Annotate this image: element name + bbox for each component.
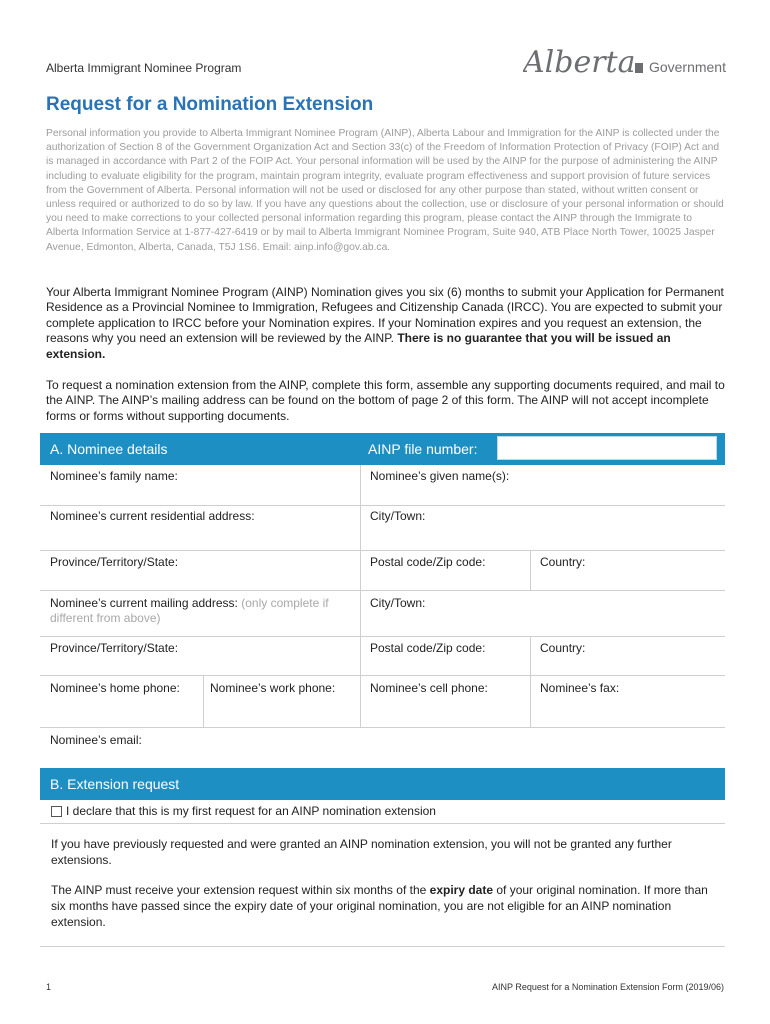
fax-field[interactable] — [530, 675, 725, 727]
intro-paragraph-1-text: Your Alberta Immigrant Nominee Program (AINP) Nomination gives you six (6) months to submit your Application for Permanent Residence as a Provincial Nominee to Immigration, Refugees and Citizenship Canada (IRCC). You are expected to submit your complete application to IRCC before your Nomination expires. If your Nomination expires and you request an extension, the reasons why you need an extension will be reviewed by the AINP. — [46, 285, 724, 346]
section-end-divider — [40, 946, 725, 947]
intro-paragraph-2: To request a nomination extension from the AINP, complete this form, assemble any supporting documents required, and mail to the AINP. The AINP’s mailing address can be found on the bottom of page 2 of this form. The AINP will not accept incomplete forms or forms without supporting documents. — [46, 378, 725, 423]
mailing-country-field[interactable] — [530, 636, 725, 675]
residential-postal-label: Postal code/Zip code: — [370, 555, 486, 569]
privacy-notice: Personal information you provide to Alberta Immigrant Nominee Program (AINP), Alberta Labour and Immigration for the AINP is collected under the authorization of Section 8 of the Government Organization Act and Section 33(c) of the Freedom of Information Protection of Privacy (FOIP) Act and is managed in accordance with Part 2 of the FOIP Act. Your personal information will be used by the AINP for the purpose of administering the AINP including to evaluate eligibility for the program, maintain program integrity, evaluate program effectiveness and support provision of future services from the Government of Alberta. Personal information will not be used or disclosed for any other purpose than stated, without written consent or unless required or authorized to do so by law. If you have any questions about the collection, use or disclosure of your personal information or should you need to make corrections to your collected personal information regarding this program, please contact the AINP through the Immigrate to Alberta Information Service at 1-877-427-6419 or by mail to Alberta Immigrant Nominee Program, Suite 940, ATB Place North Tower, 10025 Jasper Avenue, Edmonton, Alberta, Canada, T5J 1S6. Email: ainp.info@gov.ab.ca. — [46, 128, 724, 253]
intro-paragraph-1 — [46, 285, 726, 362]
home-phone-label: Nominee’s home phone: — [50, 681, 180, 695]
work-phone-label: Nominee’s work phone: — [210, 681, 336, 695]
email-field[interactable] — [40, 727, 725, 768]
work-phone-field[interactable] — [203, 675, 360, 727]
expiry-deadline-notice — [51, 882, 721, 930]
mailing-city-label: City/Town: — [370, 596, 426, 610]
cell-phone-label: Nominee’s cell phone: — [370, 681, 488, 695]
page-number: 1 — [46, 982, 52, 992]
mailing-province-field[interactable] — [40, 636, 360, 675]
family-name-field[interactable] — [40, 465, 360, 505]
given-names-field[interactable] — [360, 465, 725, 505]
alberta-wordmark-logo — [523, 42, 645, 84]
residential-country-field[interactable] — [530, 550, 725, 590]
form-name-footer: AINP Request for a Nomination Extension Form (2019/06) — [492, 982, 724, 992]
residential-address-field[interactable] — [40, 505, 360, 550]
mailing-postal-label: Postal code/Zip code: — [370, 641, 486, 655]
svg-text:Alberta: Alberta — [522, 45, 636, 80]
first-request-checkbox[interactable] — [51, 806, 62, 817]
program-name: Alberta Immigrant Nominee Program — [46, 61, 242, 75]
file-number-label: AINP file number: — [368, 441, 478, 457]
page-title: Request for a Nomination Extension — [46, 94, 374, 115]
residential-city-field[interactable] — [360, 505, 725, 550]
mailing-city-field[interactable] — [360, 590, 725, 636]
residential-postal-field[interactable] — [360, 550, 530, 590]
email-label: Nominee’s email: — [50, 733, 142, 747]
home-phone-field[interactable] — [40, 675, 203, 727]
no-guarantee-notice: There is no guarantee that you will be issued an extension. — [46, 331, 671, 361]
residential-country-label: Country: — [540, 555, 586, 569]
fax-label: Nominee’s fax: — [540, 681, 620, 695]
section-a-title: A. Nominee details — [50, 441, 168, 457]
mailing-country-label: Country: — [540, 641, 586, 655]
family-name-label: Nominee’s family name: — [50, 469, 178, 483]
alberta-government-logo — [523, 42, 726, 84]
cell-phone-field[interactable] — [360, 675, 530, 727]
first-request-label: I declare that this is my first request for an AINP nomination extension — [66, 804, 436, 818]
mailing-address-label: Nominee’s current mailing address: — [50, 596, 238, 610]
given-names-label: Nominee’s given name(s): — [370, 469, 510, 483]
mailing-address-hint: (only complete if different from above) — [50, 596, 329, 625]
residential-address-label: Nominee’s current residential address: — [50, 509, 255, 523]
section-a-header — [40, 433, 725, 465]
previous-extension-notice: If you have previously requested and were granted an AINP nomination extension, you will not be granted any further extensions. — [51, 837, 672, 867]
expiry-notice-text-2: of your original nomination. If more than six months have passed since the expiry date of your original nomination, you are not eligible for an AINP nomination extension. — [51, 883, 708, 929]
residential-city-label: City/Town: — [370, 509, 426, 523]
section-divider — [40, 823, 725, 824]
file-number-input[interactable] — [497, 436, 717, 460]
section-b-header — [40, 768, 725, 800]
section-b-title: B. Extension request — [50, 776, 180, 792]
expiry-notice-text-1: The AINP must receive your extension request within six months of the — [51, 883, 430, 897]
residential-province-label: Province/Territory/State: — [50, 555, 179, 569]
expiry-date-emphasis: expiry date — [429, 883, 494, 897]
first-request-declaration[interactable] — [51, 804, 436, 818]
residential-province-field[interactable] — [40, 550, 360, 590]
page-header — [46, 45, 726, 88]
mailing-province-label: Province/Territory/State: — [50, 641, 179, 655]
mailing-postal-field[interactable] — [360, 636, 530, 675]
nominee-details-grid — [40, 465, 725, 768]
mailing-address-field[interactable] — [40, 590, 360, 636]
government-label: Government — [648, 59, 726, 75]
